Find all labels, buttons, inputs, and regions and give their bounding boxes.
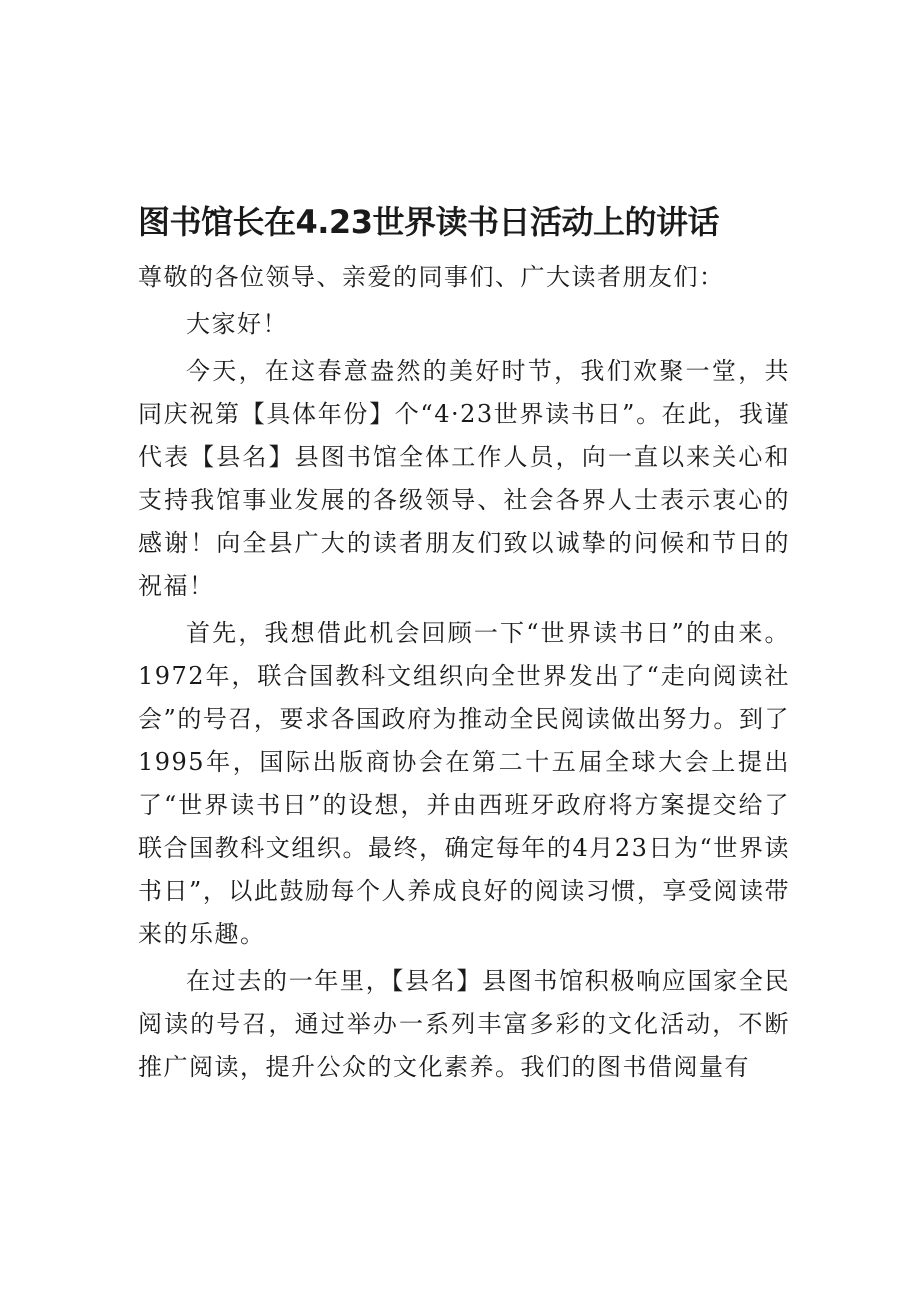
document-body: [138, 256, 790, 1089]
achievements-paragraph: 在过去的一年里，【县名】县图书馆积极响应国家全民阅读的号召，通过举办一系列丰富多彩的文化活动，不断推广阅读，提升公众的文化素养。我们的图书借阅量有: [138, 967, 790, 1081]
history-paragraph: 首先，我想借此机会回顾一下“世界读书日”的由来。1972年，联合国教科文组织向全世界发出了“走向阅读社会”的号召，要求各国政府为推动全民阅读做出努力。到了1995年，国际出版商协会在第二十五届全球大会上提出了“世界读书日”的设想，并由西班牙政府将方案提交给了联合国教科文组织。最终，确定每年的4月23日为“世界读书日”，以此鼓励每个人养成良好的阅读习惯，享受阅读带来的乐趣。: [138, 619, 790, 948]
opening-paragraph: 今天，在这春意盎然的美好时节，我们欢聚一堂，共同庆祝第【具体年份】个“4·23世界读书日”。在此，我谨代表【县名】县图书馆全体工作人员，向一直以来关心和支持我馆事业发展的各级领导、社会各界人士表示衷心的感谢！向全县广大的读者朋友们致以诚挚的问候和节日的祝福！: [138, 357, 790, 600]
document-title: 图书馆长在4.23世界读书日活动上的讲话: [138, 203, 719, 241]
greeting-paragraph: 大家好！: [186, 310, 288, 338]
salutation-paragraph: 尊敬的各位领导、亲爱的同事们、广大读者朋友们：: [138, 263, 725, 291]
